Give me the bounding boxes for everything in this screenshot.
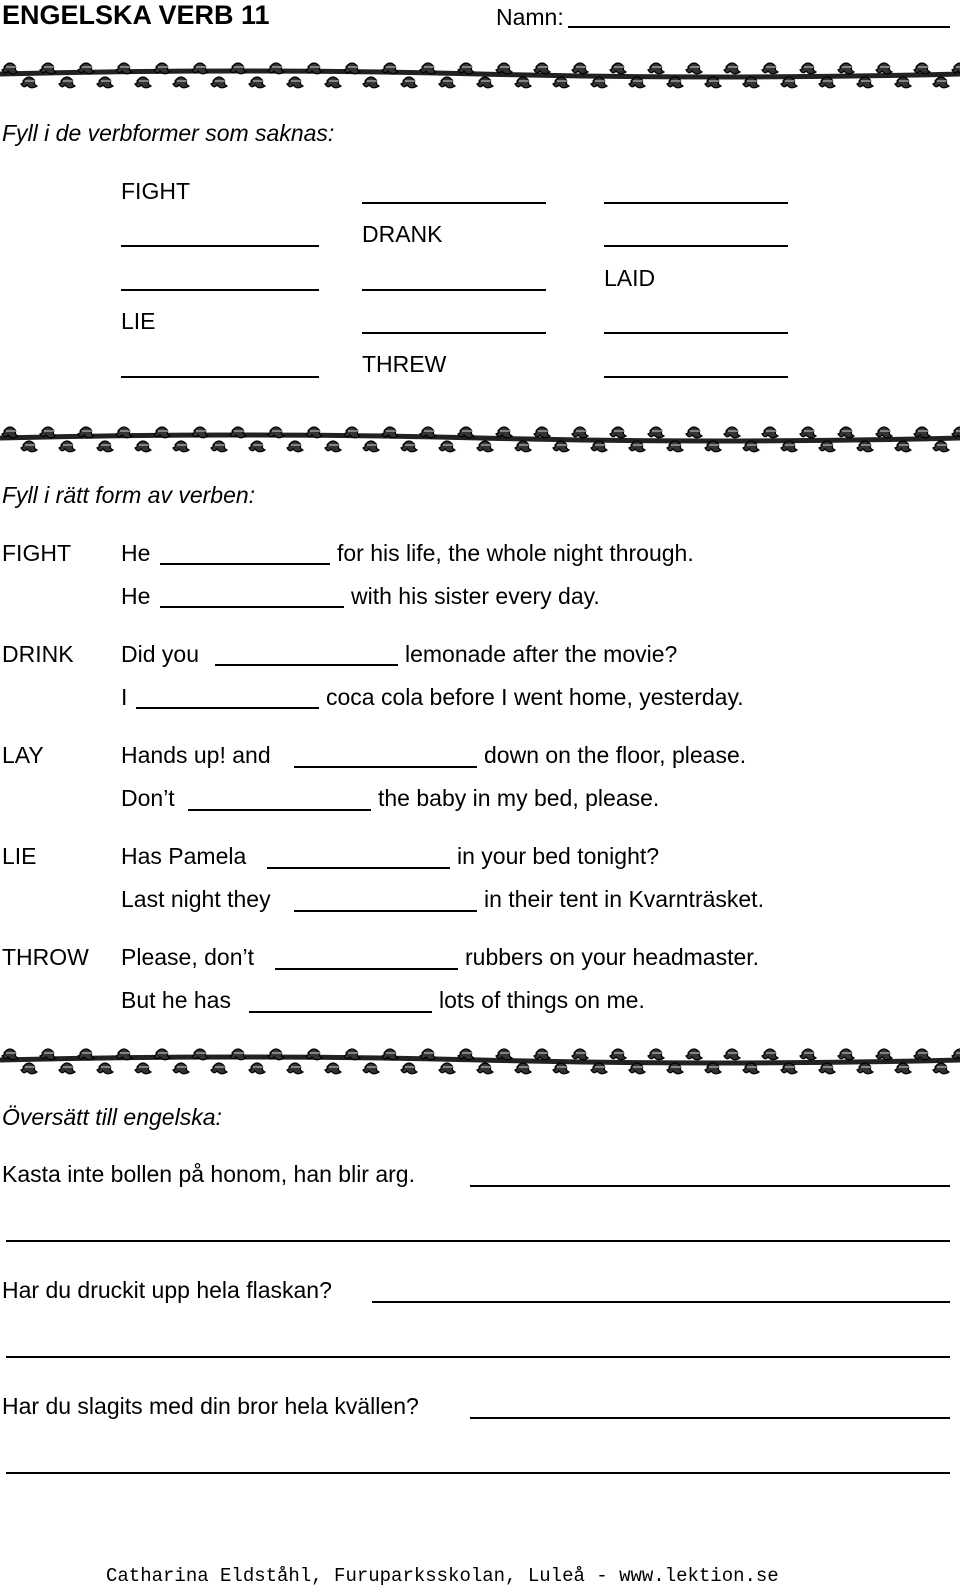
leaf-icon bbox=[914, 1049, 930, 1060]
sentence-before: Has Pamela bbox=[121, 843, 247, 869]
leaf-icon bbox=[857, 1063, 873, 1074]
translation-sentence: Kasta inte bollen på honom, han blir arg. bbox=[2, 1161, 415, 1187]
leaf-icon bbox=[534, 427, 550, 438]
leaf-icon bbox=[895, 441, 911, 452]
answer-blank[interactable] bbox=[294, 910, 477, 912]
leaf-icon bbox=[306, 427, 322, 438]
leaf-icon bbox=[439, 77, 455, 88]
leaf-icon bbox=[477, 441, 493, 452]
leaf-icon bbox=[838, 63, 854, 74]
leaf-icon bbox=[648, 1049, 664, 1060]
leaf-icon bbox=[135, 1063, 151, 1074]
answer-blank[interactable] bbox=[188, 809, 371, 811]
leaf-icon bbox=[458, 1049, 474, 1060]
leaf-icon bbox=[800, 1049, 816, 1060]
leaf-icon bbox=[857, 77, 873, 88]
sentence-before: Don’t bbox=[121, 785, 175, 811]
leaf-icon bbox=[173, 77, 189, 88]
leaf-icon bbox=[838, 427, 854, 438]
sentence-before: He bbox=[121, 583, 151, 609]
leaf-icon bbox=[78, 427, 94, 438]
answer-blank[interactable] bbox=[267, 867, 450, 869]
sentence-after: coca cola before I went home, yesterday. bbox=[326, 684, 744, 710]
leaf-icon bbox=[97, 1063, 113, 1074]
leaf-icon bbox=[933, 441, 949, 452]
verb-blank[interactable] bbox=[121, 245, 319, 247]
leaf-icon bbox=[59, 1063, 75, 1074]
answer-blank[interactable] bbox=[136, 707, 319, 709]
verb-blank[interactable] bbox=[604, 202, 788, 204]
sentence-after: for his life, the whole night through. bbox=[337, 540, 694, 566]
leaf-icon bbox=[477, 1063, 493, 1074]
leaf-icon bbox=[249, 77, 265, 88]
verb-form-threw: THREW bbox=[362, 351, 447, 377]
verb-blank[interactable] bbox=[362, 289, 546, 291]
leaf-icon bbox=[268, 1049, 284, 1060]
leaf-icon bbox=[116, 1049, 132, 1060]
answer-blank[interactable] bbox=[275, 968, 458, 970]
verb-form-fight: FIGHT bbox=[121, 178, 190, 204]
leaf-icon bbox=[230, 1049, 246, 1060]
sentence-before: Hands up! and bbox=[121, 742, 271, 768]
leaf-icon bbox=[648, 427, 664, 438]
verb-blank[interactable] bbox=[604, 376, 788, 378]
leaf-icon bbox=[933, 77, 949, 88]
leaf-icon bbox=[249, 1063, 265, 1074]
leaf-icon bbox=[211, 77, 227, 88]
leaf-icon bbox=[173, 1063, 189, 1074]
leaf-icon bbox=[439, 441, 455, 452]
leaf-icon bbox=[268, 63, 284, 74]
leaf-icon bbox=[344, 1049, 360, 1060]
section3-instruction: Översätt till engelska: bbox=[2, 1104, 222, 1130]
leaf-icon bbox=[762, 427, 778, 438]
verb-label: FIGHT bbox=[2, 540, 71, 566]
leaf-icon bbox=[116, 63, 132, 74]
leaf-icon bbox=[800, 63, 816, 74]
leaf-icon bbox=[154, 1049, 170, 1060]
leaf-border-3 bbox=[0, 1042, 960, 1078]
verb-blank[interactable] bbox=[604, 245, 788, 247]
sentence-after: down on the floor, please. bbox=[484, 742, 747, 768]
leaf-icon bbox=[724, 1049, 740, 1060]
leaf-icon bbox=[439, 1063, 455, 1074]
verb-blank[interactable] bbox=[362, 202, 546, 204]
leaf-icon bbox=[382, 427, 398, 438]
sentence-after: the baby in my bed, please. bbox=[378, 785, 660, 811]
leaf-icon bbox=[192, 63, 208, 74]
leaf-icon bbox=[344, 63, 360, 74]
leaf-icon bbox=[648, 63, 664, 74]
leaf-icon bbox=[838, 1049, 854, 1060]
leaf-icon bbox=[154, 427, 170, 438]
sentence-after: lots of things on me. bbox=[439, 987, 645, 1013]
leaf-icon bbox=[724, 63, 740, 74]
leaf-icon bbox=[401, 441, 417, 452]
answer-blank[interactable] bbox=[160, 563, 330, 565]
leaf-icon bbox=[325, 1063, 341, 1074]
verb-label: DRINK bbox=[2, 641, 74, 667]
leaf-icon bbox=[420, 1049, 436, 1060]
answer-blank[interactable] bbox=[294, 766, 477, 768]
leaf-icon bbox=[192, 1049, 208, 1060]
verb-label: LIE bbox=[2, 843, 37, 869]
leaf-icon bbox=[686, 427, 702, 438]
leaf-icon bbox=[97, 77, 113, 88]
leaf-icon bbox=[382, 1049, 398, 1060]
leaf-icon bbox=[40, 63, 56, 74]
sentence-after: in their tent in Kvarnträsket. bbox=[484, 886, 764, 912]
leaf-icon bbox=[21, 1063, 37, 1074]
leaf-icon bbox=[477, 77, 493, 88]
leaf-icon bbox=[344, 427, 360, 438]
leaf-icon bbox=[762, 63, 778, 74]
leaf-icon bbox=[230, 427, 246, 438]
leaf-icon bbox=[211, 441, 227, 452]
sentence-before: But he has bbox=[121, 987, 231, 1013]
sentence-before: He bbox=[121, 540, 151, 566]
leaf-icon bbox=[59, 77, 75, 88]
page-title: ENGELSKA VERB 11 bbox=[2, 0, 270, 30]
leaf-icon bbox=[952, 63, 960, 74]
leaf-icon bbox=[2, 1049, 18, 1060]
leaf-icon bbox=[325, 441, 341, 452]
verb-blank[interactable] bbox=[604, 332, 788, 334]
leaf-icon bbox=[800, 427, 816, 438]
leaf-icon bbox=[40, 427, 56, 438]
leaf-icon bbox=[59, 441, 75, 452]
leaf-icon bbox=[363, 441, 379, 452]
leaf-icon bbox=[496, 63, 512, 74]
leaf-icon bbox=[876, 427, 892, 438]
verb-label: THROW bbox=[2, 944, 89, 970]
leaf-icon bbox=[2, 63, 18, 74]
leaf-border-2 bbox=[0, 420, 960, 456]
verb-blank[interactable] bbox=[362, 332, 546, 334]
leaf-icon bbox=[572, 1049, 588, 1060]
leaf-icon bbox=[534, 63, 550, 74]
leaf-icon bbox=[572, 63, 588, 74]
verb-form-lie: LIE bbox=[121, 308, 156, 334]
leaf-icon bbox=[154, 63, 170, 74]
answer-blank[interactable] bbox=[249, 1011, 432, 1013]
leaf-icon bbox=[553, 1063, 569, 1074]
section1-instruction: Fyll i de verbformer som saknas: bbox=[2, 120, 335, 146]
leaf-icon bbox=[2, 427, 18, 438]
leaf-icon bbox=[306, 63, 322, 74]
leaf-icon bbox=[458, 427, 474, 438]
leaf-icon bbox=[249, 441, 265, 452]
leaf-icon bbox=[515, 1063, 531, 1074]
leaf-icon bbox=[287, 441, 303, 452]
sentence-after: lemonade after the movie? bbox=[405, 641, 678, 667]
sentence-after: in your bed tonight? bbox=[457, 843, 660, 869]
leaf-icon bbox=[363, 1063, 379, 1074]
translation-blank[interactable] bbox=[6, 1356, 950, 1358]
leaf-icon bbox=[21, 441, 37, 452]
leaf-icon bbox=[211, 1063, 227, 1074]
verb-form-laid: LAID bbox=[604, 265, 656, 291]
verb-blank[interactable] bbox=[121, 289, 319, 291]
translation-blank[interactable] bbox=[6, 1240, 950, 1242]
leaf-icon bbox=[515, 77, 531, 88]
leaf-icon bbox=[40, 1049, 56, 1060]
leaf-icon bbox=[515, 441, 531, 452]
leaf-icon bbox=[857, 441, 873, 452]
leaf-icon bbox=[97, 441, 113, 452]
leaf-icon bbox=[382, 63, 398, 74]
leaf-icon bbox=[458, 63, 474, 74]
leaf-icon bbox=[553, 441, 569, 452]
translation-blank[interactable] bbox=[470, 1417, 950, 1419]
verb-form-drank: DRANK bbox=[362, 221, 443, 247]
leaf-icon bbox=[78, 1049, 94, 1060]
translation-blank[interactable] bbox=[6, 1472, 950, 1474]
leaf-icon bbox=[572, 427, 588, 438]
sentence-before: I bbox=[121, 684, 128, 710]
leaf-icon bbox=[876, 1049, 892, 1060]
translation-blank[interactable] bbox=[470, 1185, 950, 1187]
footer-credit: Catharina Eldståhl, Furuparksskolan, Luleå - www.lektion.se bbox=[106, 1565, 779, 1587]
leaf-icon bbox=[534, 1049, 550, 1060]
leaf-icon bbox=[401, 77, 417, 88]
leaf-icon bbox=[610, 63, 626, 74]
leaf-icon bbox=[610, 427, 626, 438]
translation-sentence: Har du slagits med din bror hela kvällen? bbox=[2, 1393, 419, 1419]
translation-blank[interactable] bbox=[372, 1301, 950, 1303]
leaf-icon bbox=[21, 77, 37, 88]
name-label: Namn: bbox=[496, 4, 564, 30]
leaf-icon bbox=[610, 1049, 626, 1060]
leaf-icon bbox=[686, 1049, 702, 1060]
answer-blank[interactable] bbox=[215, 664, 398, 666]
leaf-icon bbox=[933, 1063, 949, 1074]
sentence-before: Last night they bbox=[121, 886, 271, 912]
leaf-icon bbox=[762, 1049, 778, 1060]
leaf-icon bbox=[325, 77, 341, 88]
leaf-icon bbox=[287, 77, 303, 88]
leaf-icon bbox=[306, 1049, 322, 1060]
leaf-icon bbox=[496, 427, 512, 438]
leaf-icon bbox=[895, 77, 911, 88]
leaf-icon bbox=[420, 63, 436, 74]
translation-sentence: Har du druckit upp hela flaskan? bbox=[2, 1277, 332, 1303]
leaf-icon bbox=[192, 427, 208, 438]
leaf-icon bbox=[401, 1063, 417, 1074]
leaf-icon bbox=[363, 77, 379, 88]
section2-instruction: Fyll i rätt form av verben: bbox=[2, 482, 256, 508]
leaf-icon bbox=[78, 63, 94, 74]
answer-blank[interactable] bbox=[160, 606, 344, 608]
leaf-icon bbox=[135, 77, 151, 88]
leaf-icon bbox=[876, 63, 892, 74]
leaf-icon bbox=[287, 1063, 303, 1074]
sentence-before: Please, don’t bbox=[121, 944, 254, 970]
leaf-icon bbox=[952, 427, 960, 438]
leaf-icon bbox=[420, 427, 436, 438]
name-field[interactable] bbox=[568, 26, 950, 28]
leaf-icon bbox=[724, 427, 740, 438]
leaf-icon bbox=[173, 441, 189, 452]
leaf-icon bbox=[230, 63, 246, 74]
verb-label: LAY bbox=[2, 742, 44, 768]
leaf-icon bbox=[686, 63, 702, 74]
leaf-icon bbox=[553, 77, 569, 88]
sentence-after: with his sister every day. bbox=[351, 583, 600, 609]
leaf-icon bbox=[952, 1049, 960, 1060]
leaf-icon bbox=[268, 427, 284, 438]
leaf-icon bbox=[496, 1049, 512, 1060]
leaf-border-1 bbox=[0, 56, 960, 92]
leaf-icon bbox=[116, 427, 132, 438]
leaf-icon bbox=[914, 427, 930, 438]
leaf-icon bbox=[914, 63, 930, 74]
leaf-icon bbox=[895, 1063, 911, 1074]
verb-blank[interactable] bbox=[121, 376, 319, 378]
sentence-before: Did you bbox=[121, 641, 199, 667]
sentence-after: rubbers on your headmaster. bbox=[465, 944, 760, 970]
leaf-icon bbox=[135, 441, 151, 452]
